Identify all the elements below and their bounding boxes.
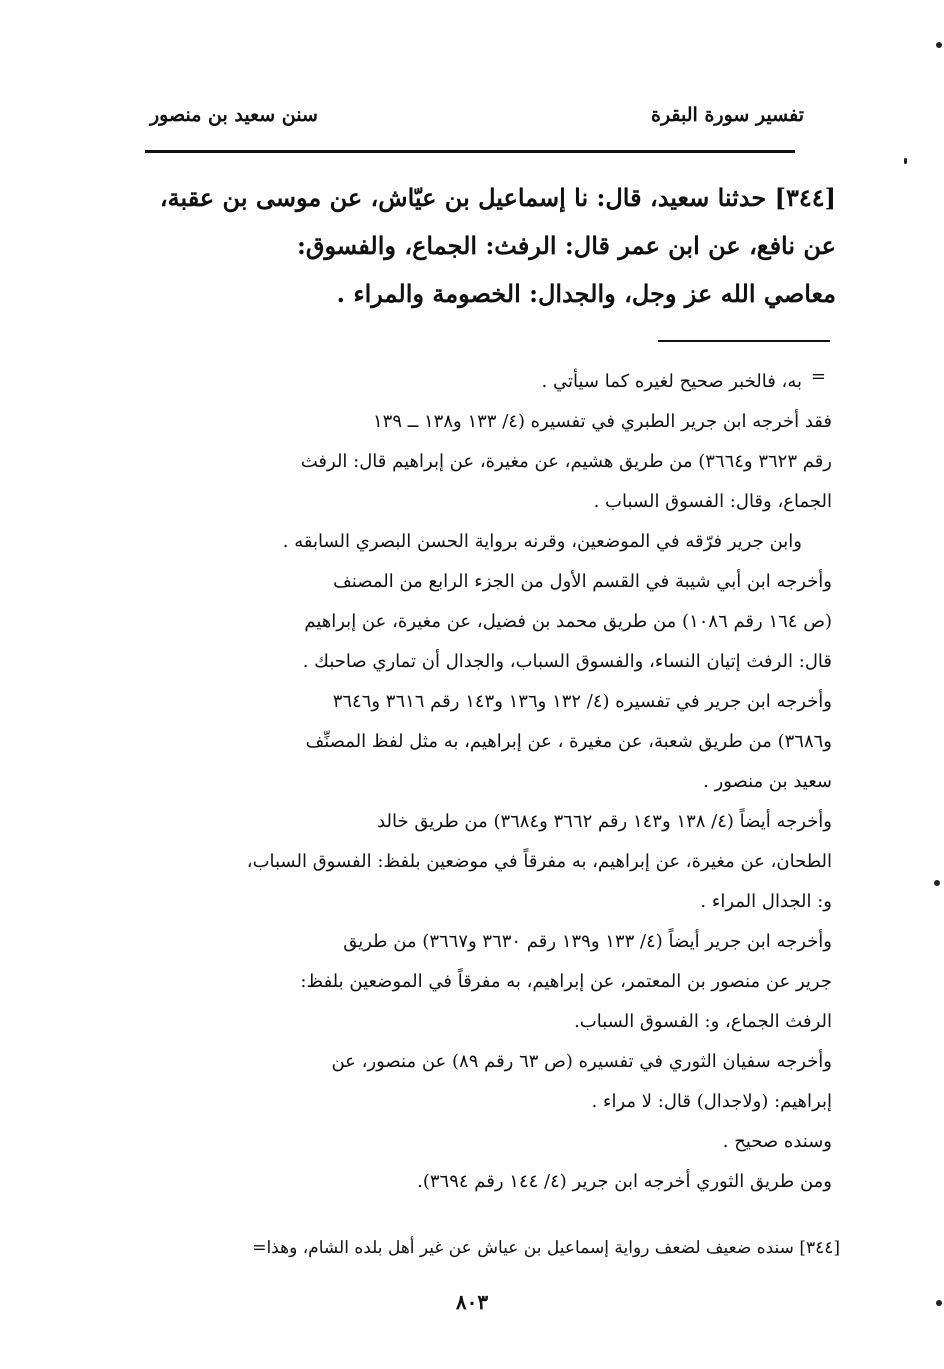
footnote-text: سنده ضعيف لضعف رواية إسماعيل بن عياش عن غير أهل بلده الشام، وهذا= xyxy=(252,1238,794,1258)
notes-line: سعيد بن منصور . xyxy=(703,771,832,792)
notes-line: جرير عن منصور بن المعتمر، عن إبراهيم، به مفرقاً في الموضعين بلفظ: xyxy=(300,971,832,992)
scan-mark xyxy=(936,42,942,48)
scan-mark xyxy=(904,158,907,164)
hadith-line-1 xyxy=(146,174,836,222)
scan-mark xyxy=(936,1300,942,1306)
footnote-separator xyxy=(658,340,830,342)
footnote xyxy=(140,1238,840,1258)
hadith-line-2 xyxy=(146,222,836,270)
notes-line: وأخرجه ابن أبي شيبة في القسم الأول من الجزء الرابع من المصنف xyxy=(333,571,832,592)
continuation-mark: = xyxy=(810,366,826,387)
notes-line: وأخرجه أيضاً (٤/ ١٣٨ و١٤٣ رقم ٣٦٦٢ و٣٦٨٤) من طريق خالد xyxy=(377,811,832,832)
hadith-text-3: معاصي الله عز وجل، والجدال: الخصومة والمراء . xyxy=(336,279,836,308)
notes-line: وسنده صحيح . xyxy=(722,1131,832,1152)
notes-line: رقم ٣٦٢٣ و٣٦٦٤) من طريق هشيم، عن مغيرة، عن إبراهيم قال: الرفث xyxy=(300,451,832,472)
notes-line: و: الجدال المراء . xyxy=(700,891,832,912)
notes-line: الطحان، عن مغيرة، عن إبراهيم، به مفرقاً في موضعين بلفظ: الفسوق السباب، xyxy=(246,851,832,872)
notes-line: وابن جرير فرّقه في الموضعين، وقرنه برواية الحسن البصري السابقه . xyxy=(282,531,802,552)
notes-line: به، فالخبر صحيح لغيره كما سيأتي . xyxy=(541,371,802,392)
notes-line: الرفث الجماع، و: الفسوق السباب. xyxy=(574,1011,832,1032)
header-rule xyxy=(145,150,795,153)
notes-line: وأخرجه ابن جرير أيضاً (٤/ ١٣٣ و١٣٩ رقم ٣٦٣٠ و٣٦٦٧) من طريق xyxy=(343,931,832,952)
notes-line: و٣٦٨٦) من طريق شعبة، عن مغيرة ، عن إبراهيم، به مثل لفظ المصنِّف xyxy=(305,731,832,752)
notes-line: فقد أخرجه ابن جرير الطبري في تفسيره (٤/ ١٣٣ و١٣٨ ــ ١٣٩ xyxy=(373,411,832,432)
notes-line: (ص ١٦٤ رقم ١٠٨٦) من طريق محمد بن فضيل، عن مغيرة، عن إبراهيم xyxy=(304,611,832,632)
notes-block xyxy=(156,362,832,1202)
hadith-number: [٣٤٤] xyxy=(774,183,836,212)
notes-line: وأخرجه ابن جرير في تفسيره (٤/ ١٣٢ و١٣٦ و١٤٣ رقم ٣٦١٦ و٣٦٤٦ xyxy=(332,691,832,712)
hadith-line-3 xyxy=(146,270,836,318)
notes-line: الجماع، وقال: الفسوق السباب . xyxy=(593,491,832,512)
notes-line: وأخرجه سفيان الثوري في تفسيره (ص ٦٣ رقم ٨٩) عن منصور، عن xyxy=(331,1051,832,1072)
notes-line: ومن طريق الثوري أخرجه ابن جرير (٤/ ١٤٤ رقم ٣٦٩٤). xyxy=(417,1171,832,1192)
footnote-number: [٣٤٤] xyxy=(799,1238,840,1258)
notes-line: قال: الرفث إتيان النساء، والفسوق السباب، والجدال أن تماري صاحبك . xyxy=(302,651,832,672)
hadith-block xyxy=(146,174,836,318)
page-number: ٨٠٣ xyxy=(455,1290,489,1314)
notes-line: إبراهيم: (ولاجدال) قال: لا مراء . xyxy=(591,1091,832,1112)
hadith-text-2: عن نافع، عن ابن عمر قال: الرفث: الجماع، والفسوق: xyxy=(297,231,836,260)
scan-mark xyxy=(934,880,940,886)
hadith-text-1: حدثنا سعيد، قال: نا إسماعيل بن عيّاش، عن موسى بن عقبة، xyxy=(159,183,767,212)
running-header-left: سنن سعيد بن منصور xyxy=(150,104,318,126)
running-header-right: تفسير سورة البقرة xyxy=(650,104,804,126)
